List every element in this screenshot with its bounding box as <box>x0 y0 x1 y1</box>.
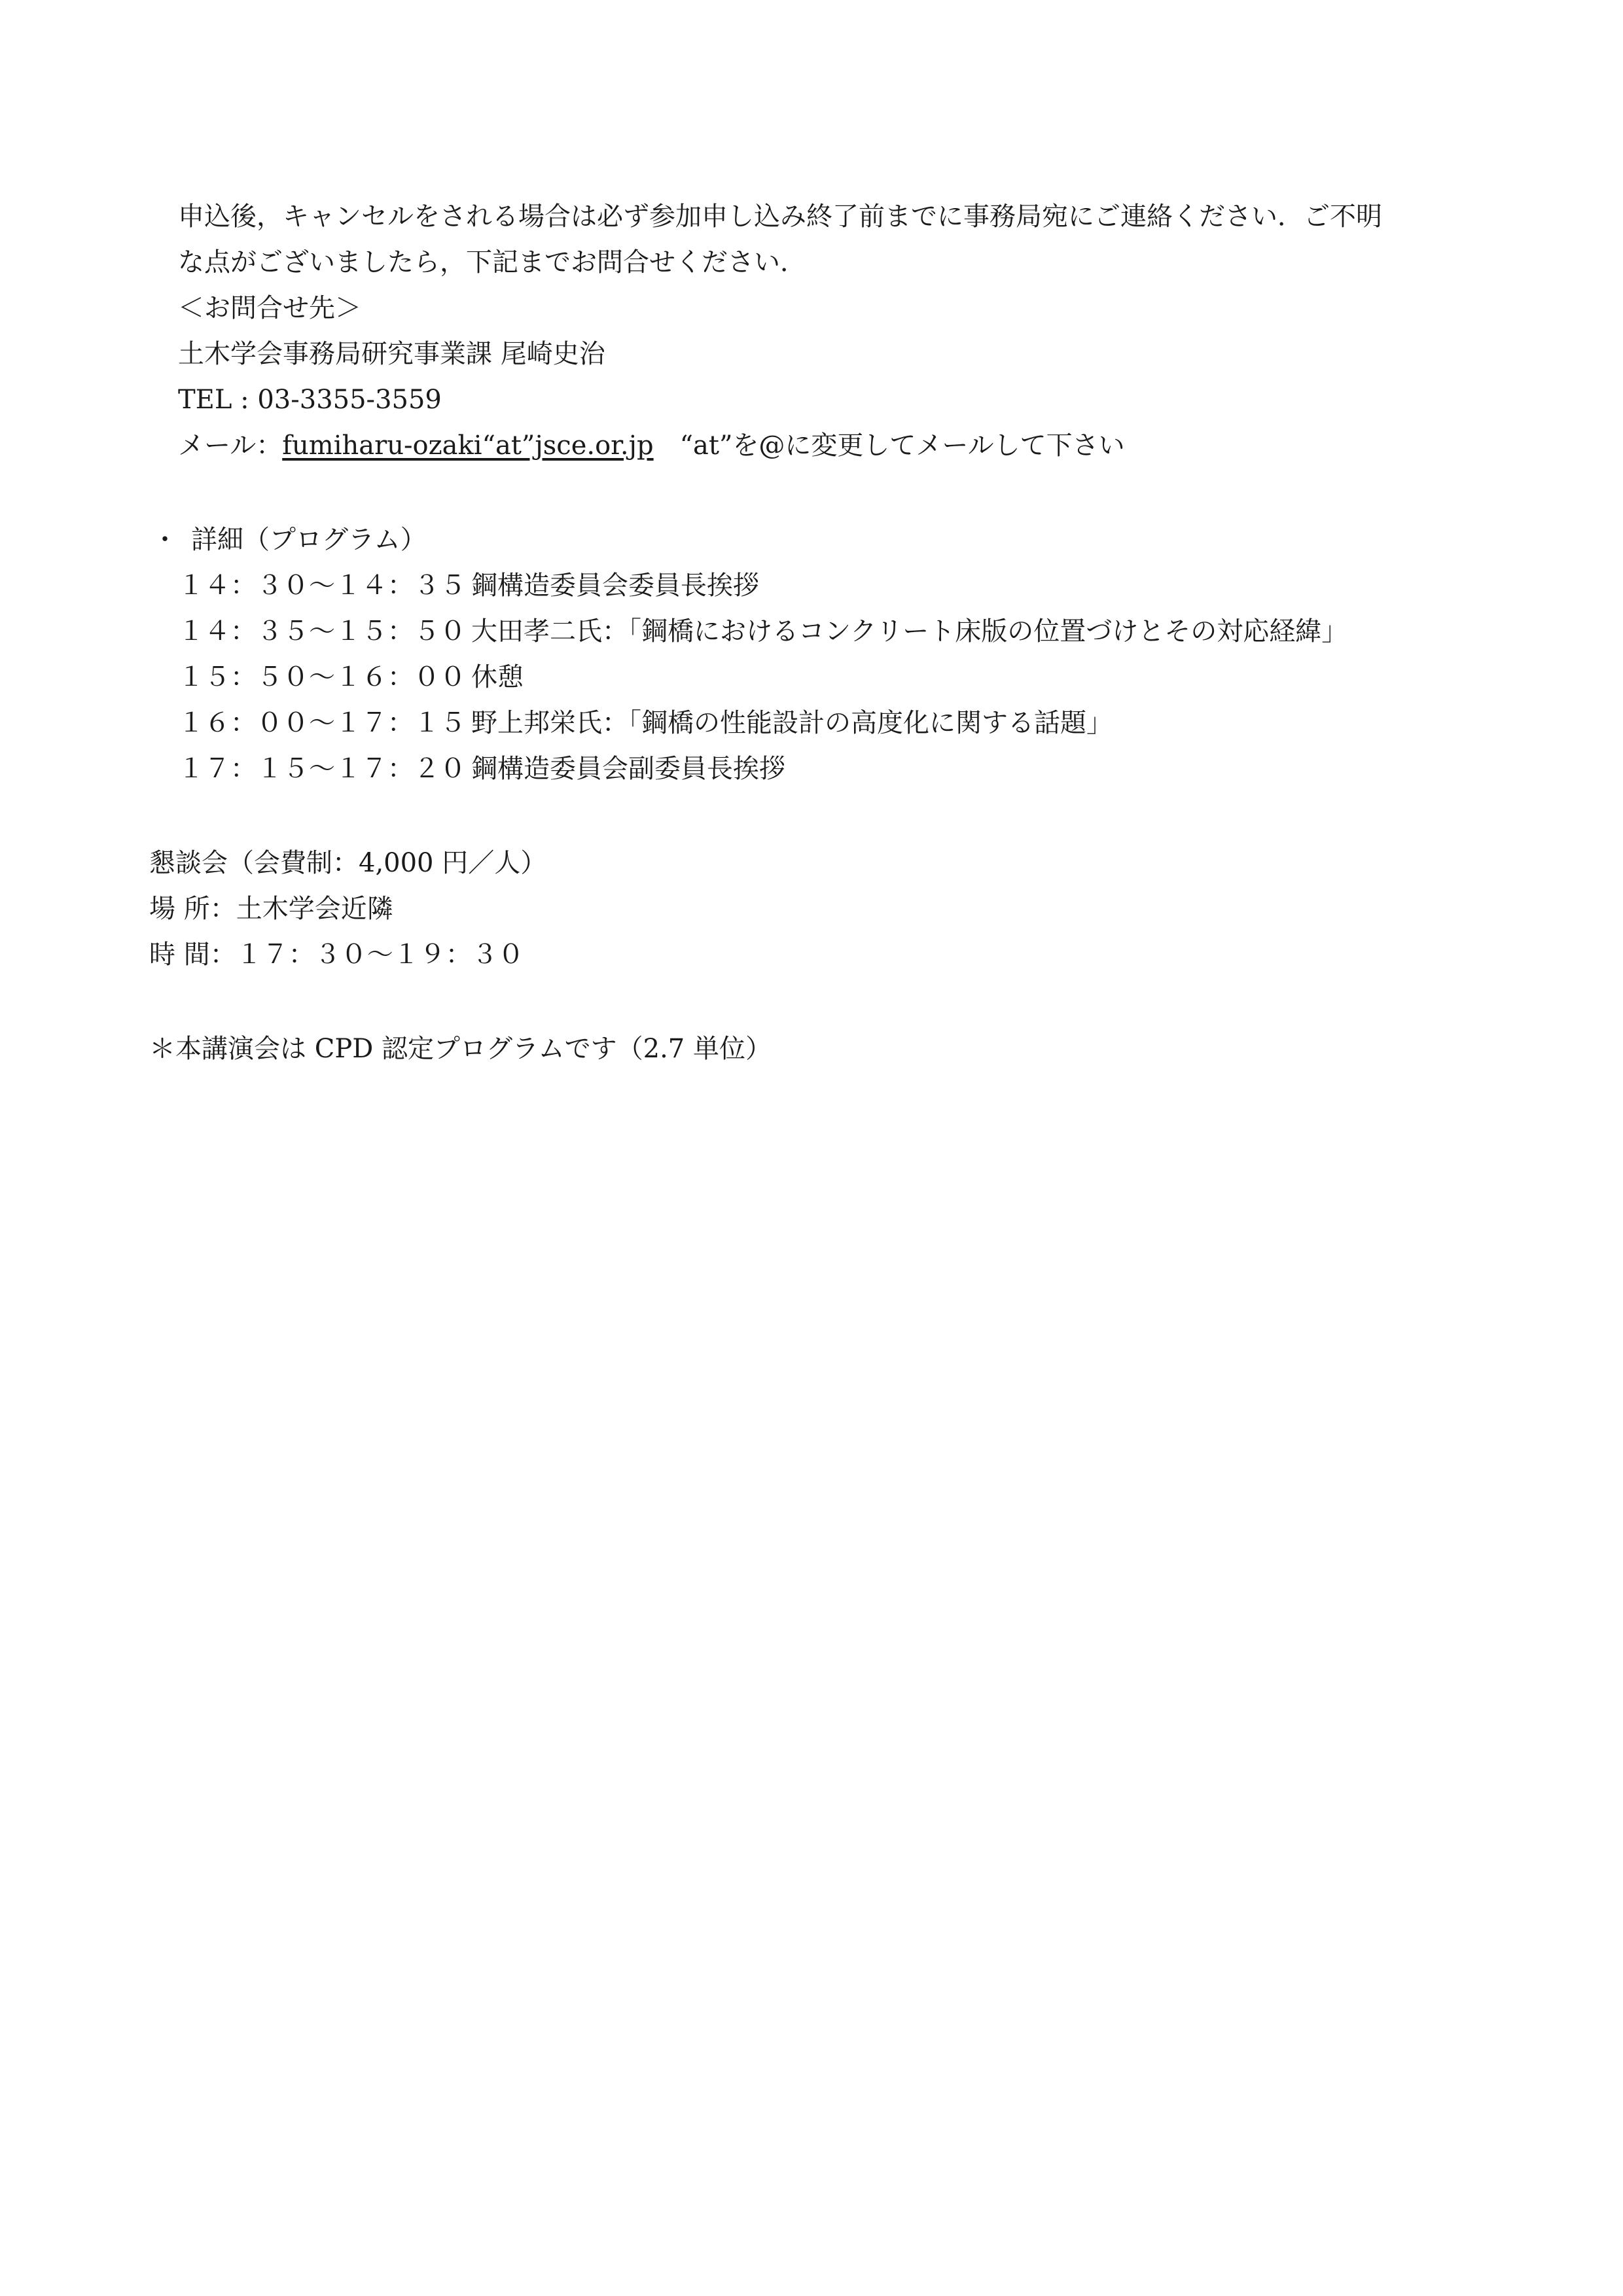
program-item-time: １７：１５～１７：２０ <box>178 754 466 784</box>
contact-email-link[interactable]: fumiharu-ozaki“at”jsce.or.jp <box>282 431 654 461</box>
cancel-notice-line-1: 申込後，キャンセルをされる場合は必ず参加申し込み終了前までに事務局宛にご連絡ください．ご不明 <box>178 202 1382 232</box>
program-item <box>178 707 1113 739</box>
program-item-content: 鋼構造委員会委員長挨拶 <box>471 571 759 601</box>
reception-title: 懇談会（会費制：4,000 円／人） <box>149 848 547 878</box>
reception-time: 時 間：１７：３０～１９：３０ <box>149 940 524 970</box>
program-item-content: 野上邦栄氏：「鋼橋の性能設計の高度化に関する話題」 <box>471 708 1113 738</box>
program-heading: 詳細（プログラム） <box>191 525 427 555</box>
cpd-note: ＊本講演会は CPD 認定プログラムです（2.7 単位） <box>149 1034 772 1064</box>
program-heading-line <box>152 523 427 556</box>
program-item <box>178 615 1347 648</box>
program-item-content: 鋼構造委員会副委員長挨拶 <box>471 754 785 784</box>
contact-email-label: メール： <box>178 431 283 461</box>
program-item <box>178 752 785 785</box>
program-item <box>178 661 524 694</box>
program-item-time: １６：００～１７：１５ <box>178 708 466 738</box>
contact-email-note: “at”を@に変更してメールして下さい <box>679 431 1125 461</box>
program-item <box>178 569 759 602</box>
cancel-notice-line-2: な点がございましたら，下記までお問合せください． <box>178 247 806 277</box>
bullet-icon: ・ <box>152 525 178 555</box>
program-item-time: １５：５０～１６：００ <box>178 662 466 692</box>
program-item-time: １４：３０～１４：３５ <box>178 571 466 601</box>
contact-phone: TEL : 03-3355-3559 <box>178 385 442 415</box>
program-item-content: 休憩 <box>471 662 524 692</box>
contact-organization: 土木学会事務局研究事業課 尾崎史治 <box>178 339 605 369</box>
program-item-content: 大田孝二氏：「鋼橋におけるコンクリート床版の位置づけとその対応経緯」 <box>471 616 1348 646</box>
contact-email-line <box>178 429 1125 462</box>
program-item-time: １４：３５～１５：５０ <box>178 616 466 646</box>
reception-place: 場 所：土木学会近隣 <box>149 894 393 924</box>
contact-heading: ＜お問合せ先＞ <box>178 293 361 323</box>
